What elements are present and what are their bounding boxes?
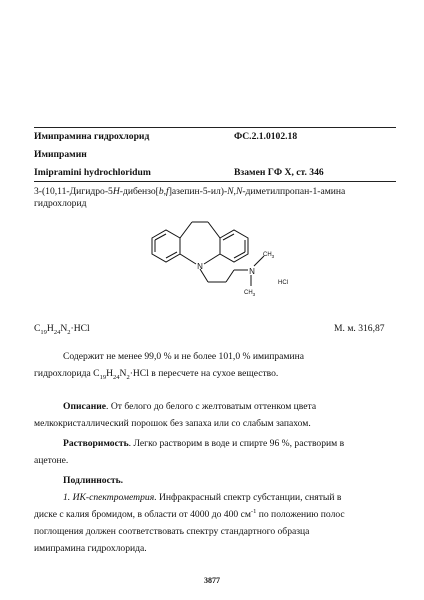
replaces-note: Взамен ГФ X, ст. 346: [234, 167, 324, 178]
right-benzene-ring: [220, 230, 248, 262]
atom-n-amine: N: [249, 267, 255, 276]
title-lat: Imipramini hydrochloridum: [34, 167, 151, 178]
ir-line2: диске с калия бромидом, в области от 4000 до 400 $см^{-1}$ по положению полос: [34, 507, 345, 520]
name-ru: Имипрамин: [34, 149, 87, 160]
hcl-label: HCl: [278, 280, 288, 286]
ir-line3: поглощения должен соответствовать спектру стандартного образца: [34, 526, 310, 537]
azepine-bond: [180, 254, 196, 264]
methyl-bottom-label: $CH_3$: [244, 290, 256, 297]
left-benzene-ring: [152, 230, 180, 262]
structure-diagram: [130, 212, 300, 317]
chemical-name: 3-(10,11-Дигидро-5H-дибензо[b,f]азепин-5-ил)-N,N-диметилпропан-1-амина: [34, 186, 346, 197]
molecular-formula: $C_{19}H_{24}N_2\cdot HCl$: [34, 323, 90, 336]
monograph-code: ФС.2.1.0102.18: [234, 131, 298, 142]
ir-line1: 1. ИК-спектрометрия. Инфракрасный спектр субстанции, снятый в: [63, 492, 342, 503]
identity-heading: Подлинность.: [63, 475, 124, 486]
content-line2: гидрохлорида $C_{19}H_{24}N_2\cdot HCl$ в пересчете на сухое вещество.: [34, 368, 279, 381]
description-line1: Описание. От белого до белого с желтоватым оттенком цвета: [63, 401, 317, 412]
ir-line4: имипрамина гидрохлорида.: [34, 543, 147, 554]
azepine-bond: [208, 222, 220, 238]
molar-mass: М. м. 316,87: [334, 323, 385, 334]
title-ru: Имипрамина гидрохлорид: [34, 131, 150, 142]
azepine-bond: [204, 254, 220, 264]
header-bottom-rule: [34, 181, 396, 182]
chemical-name-line2: гидрохлорид: [34, 198, 87, 209]
ir-label: 1. ИК-спектрометрия: [63, 492, 155, 503]
header-top-rule: [34, 127, 396, 128]
solubility-label: Растворимость: [63, 438, 129, 449]
description-label: Описание: [63, 401, 107, 412]
solubility-line1: Растворимость. Легко растворим в воде и спирте 96 %, растворим в: [63, 438, 345, 449]
content-line1: Содержит не менее 99,0 % и не более 101,0 % имипрамина: [63, 351, 305, 362]
azepine-bond: [180, 222, 192, 238]
atom-n-ring: N: [197, 262, 203, 271]
page-number: 3877: [204, 576, 220, 585]
solubility-line2: ацетоне.: [34, 455, 69, 466]
methyl-top-label: $CH_3$: [263, 252, 275, 259]
description-line2: мелкокристаллический порошок без запаха или со слабым запахом.: [34, 418, 311, 429]
chain-bond: [226, 270, 234, 282]
